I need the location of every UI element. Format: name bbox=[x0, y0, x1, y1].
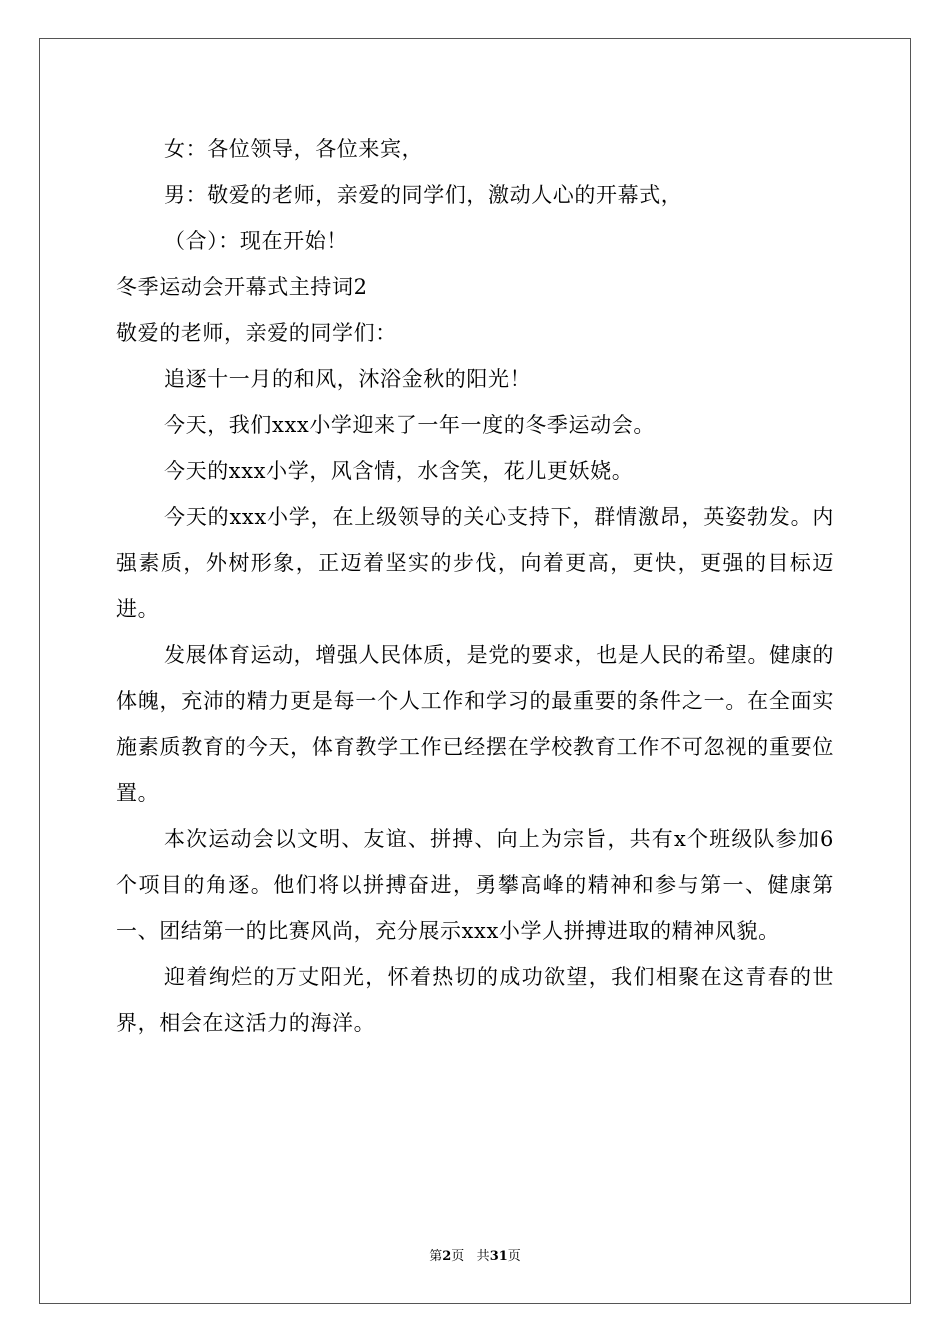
speaker-line-female: 女：各位领导，各位来宾， bbox=[164, 137, 424, 161]
speaker-line-together: （合）：现在开始！ bbox=[164, 229, 348, 253]
today-line-1: 今天，我们xxx小学迎来了一年一度的冬季运动会。 bbox=[164, 413, 655, 437]
footer-page-number: 2 bbox=[442, 1249, 452, 1264]
document-body bbox=[116, 126, 834, 1046]
paragraph-games-purpose: 本次运动会以文明、友谊、拼搏、向上为宗旨，共有x个班级队参加6个项目的角逐。他们将以拼搏奋进，勇攀高峰的精神和参与第一、健康第一、团结第一的比赛风尚，充分展示xxx小学人拼搏进取的精神风貌。 bbox=[116, 827, 834, 943]
opening-line: 追逐十一月的和风，沐浴金秋的阳光！ bbox=[164, 367, 532, 391]
paragraph-leadership: 今天的xxx小学，在上级领导的关心支持下，群情激昂，英姿勃发。内强素质，外树形象，正迈着坚实的步伐，向着更高，更快，更强的目标迈进。 bbox=[116, 505, 834, 621]
footer-page-suffix: 页 bbox=[451, 1249, 465, 1264]
today-line-2: 今天的xxx小学，风含情，水含笑，花儿更妖娆。 bbox=[164, 459, 634, 483]
salutation: 敬爱的老师，亲爱的同学们： bbox=[116, 321, 397, 345]
paragraph-closing: 迎着绚烂的万丈阳光，怀着热切的成功欲望，我们相聚在这青春的世界，相会在这活力的海洋。 bbox=[116, 965, 834, 1035]
page-footer bbox=[0, 1248, 950, 1266]
footer-prefix: 第 bbox=[429, 1249, 443, 1264]
speaker-line-male: 男：敬爱的老师，亲爱的同学们，激动人心的开幕式， bbox=[164, 183, 683, 207]
footer-total-pages: 31 bbox=[489, 1249, 508, 1264]
footer-total-prefix: 共 bbox=[476, 1249, 490, 1264]
paragraph-sports-development: 发展体育运动，增强人民体质，是党的要求，也是人民的希望。健康的体魄，充沛的精力更是每一个人工作和学习的最重要的条件之一。在全面实施素质教育的今天，体育教学工作已经摆在学校教育工作不可忽视的重要位置。 bbox=[116, 643, 834, 805]
footer-total-suffix: 页 bbox=[507, 1249, 521, 1264]
section-title: 冬季运动会开幕式主持词2 bbox=[116, 275, 368, 299]
